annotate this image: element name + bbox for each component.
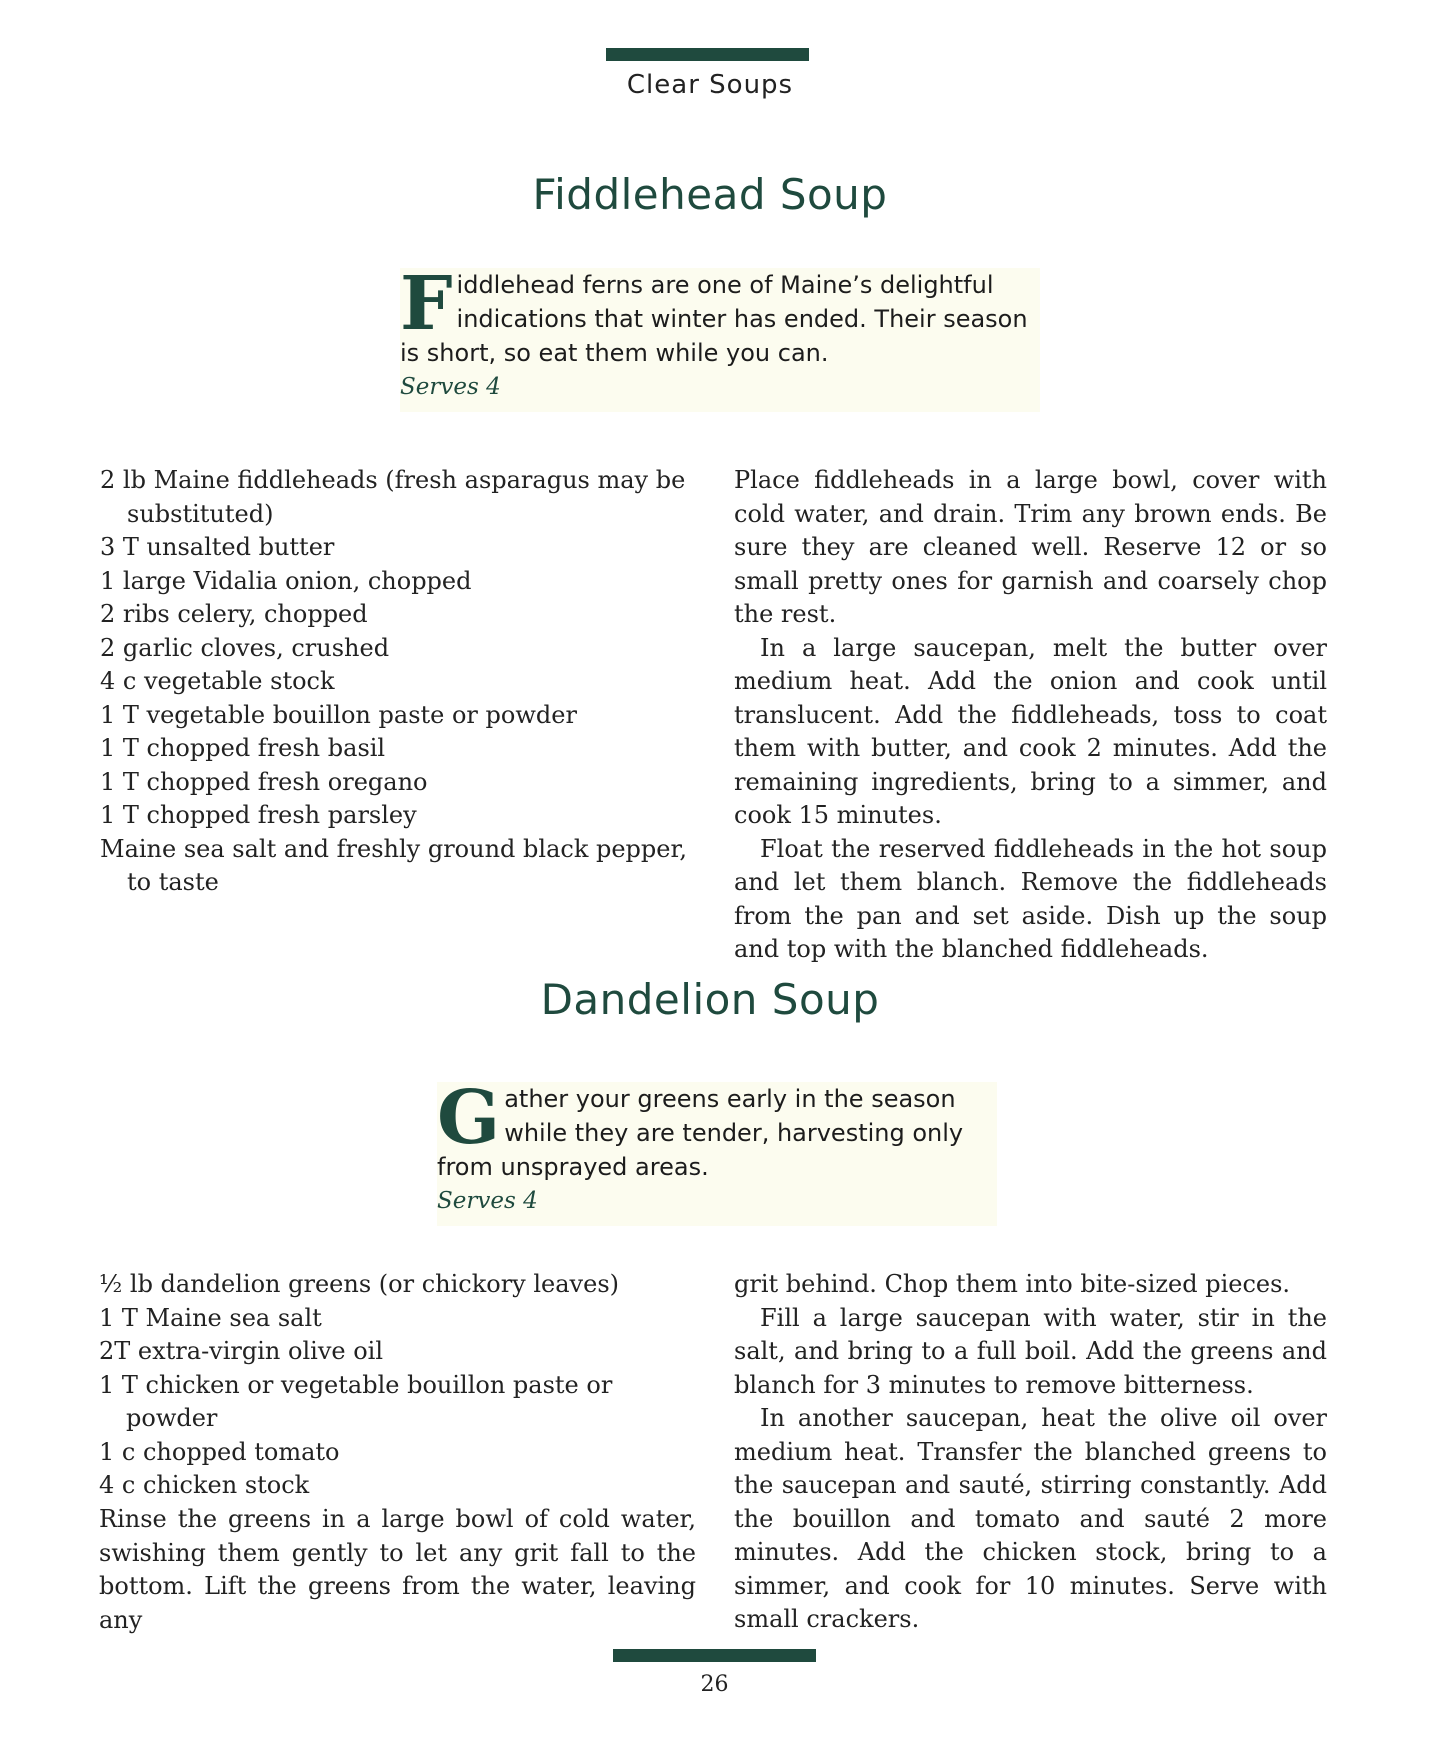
ingredient-item: 1 T chicken or vegetable bouillon paste or powder xyxy=(99,1370,613,1432)
ingredient-item: ½ lb dandelion greens (or chickory leaves) xyxy=(99,1270,619,1298)
ingredient-item: 2T extra-virgin olive oil xyxy=(99,1337,384,1365)
ingredient-item: 4 c vegetable stock xyxy=(100,667,335,695)
ingredient-item: 1 T chopped fresh parsley xyxy=(100,801,417,829)
ingredient-item: 1 T vegetable bouillon paste or powder xyxy=(100,700,577,729)
top-rule xyxy=(606,48,809,61)
ingredient-item: 1 T chopped fresh oregano xyxy=(100,767,428,796)
intro-text: ather your greens early in the season while they are tender, harvesting only from unsprayed areas. xyxy=(437,1085,964,1181)
ingredients-dandelion xyxy=(99,1268,709,1503)
directions-fiddlehead xyxy=(734,464,1327,967)
recipe-intro-fiddlehead xyxy=(400,261,1040,412)
direction-paragraph: Fill a large saucepan with water, stir in the salt, and bring to a full boil. Add the greens and blanch for 3 minutes to remove bitterness. xyxy=(734,1303,1327,1399)
page-number: 26 xyxy=(700,1672,729,1697)
ingredient-item: 1 T chopped fresh basil xyxy=(100,734,386,762)
direction-paragraph: In a large saucepan, melt the butter over medium heat. Add the onion and cook until translucent. Add the fiddleheads, toss to coat them with butter, and cook 2 minutes. Add the remaining ingredients, bring to a simmer, and cook 15 minutes. xyxy=(734,633,1327,829)
recipe-title-dandelion: Dandelion Soup xyxy=(540,975,880,1024)
ingredient-item: 4 c chicken stock xyxy=(99,1471,310,1499)
directions-dandelion-start xyxy=(99,1503,696,1637)
intro-text: iddlehead ferns are one of Maine’s delightful indications that winter has ended. Their season is short, so eat them while you can. xyxy=(400,271,1028,367)
bottom-rule xyxy=(613,1649,816,1662)
ingredients-fiddlehead xyxy=(100,464,690,900)
ingredient-item: 1 c chopped tomato xyxy=(99,1437,340,1466)
ingredient-item: 2 ribs celery, chopped xyxy=(100,600,368,628)
drop-cap: G xyxy=(437,1075,501,1161)
running-head: Clear Soups xyxy=(626,70,794,100)
ingredient-item: 3 T unsalted butter xyxy=(100,533,335,561)
serves-label: Serves 4 xyxy=(437,1188,538,1214)
direction-paragraph: Place fiddleheads in a large bowl, cover with cold water, and drain. Trim any brown ends. Be sure they are cleaned well. Reserve 12 or so small pretty ones for garnish and coarsely chop the rest. xyxy=(734,466,1327,628)
drop-cap: F xyxy=(400,261,453,347)
recipe-title-fiddlehead: Fiddlehead Soup xyxy=(532,170,888,219)
direction-paragraph: Float the reserved fiddleheads in the hot soup and let them blanch. Remove the fiddleheads from the pan and set aside. Dish up the soup and top with the blanched fiddleheads. xyxy=(734,834,1327,963)
serves-label: Serves 4 xyxy=(400,374,501,400)
ingredient-item: 2 lb Maine fiddleheads (fresh asparagus may be substituted) xyxy=(100,466,686,528)
recipe-intro-dandelion xyxy=(437,1075,997,1226)
ingredient-item: 1 large Vidalia onion, chopped xyxy=(100,566,472,595)
ingredient-item: 2 garlic cloves, crushed xyxy=(100,633,390,662)
direction-paragraph: Rinse the greens in a large bowl of cold water, swishing them gently to let any grit fall to the bottom. Lift the greens from the water, leaving any xyxy=(99,1505,696,1634)
ingredient-item: 1 T Maine sea salt xyxy=(99,1303,322,1332)
directions-dandelion xyxy=(734,1268,1327,1637)
direction-paragraph: In another saucepan, heat the olive oil over medium heat. Transfer the blanched greens to the saucepan and sauté, stirring constantly. Add the bouillon and tomato and sauté 2 more minutes. Add the chicken stock, bring to a simmer, and cook for 10 minutes. Serve with small crackers. xyxy=(734,1404,1327,1633)
direction-paragraph: grit behind. Chop them into bite-sized pieces. xyxy=(734,1270,1291,1298)
ingredient-item: Maine sea salt and freshly ground black pepper, to taste xyxy=(100,834,687,896)
